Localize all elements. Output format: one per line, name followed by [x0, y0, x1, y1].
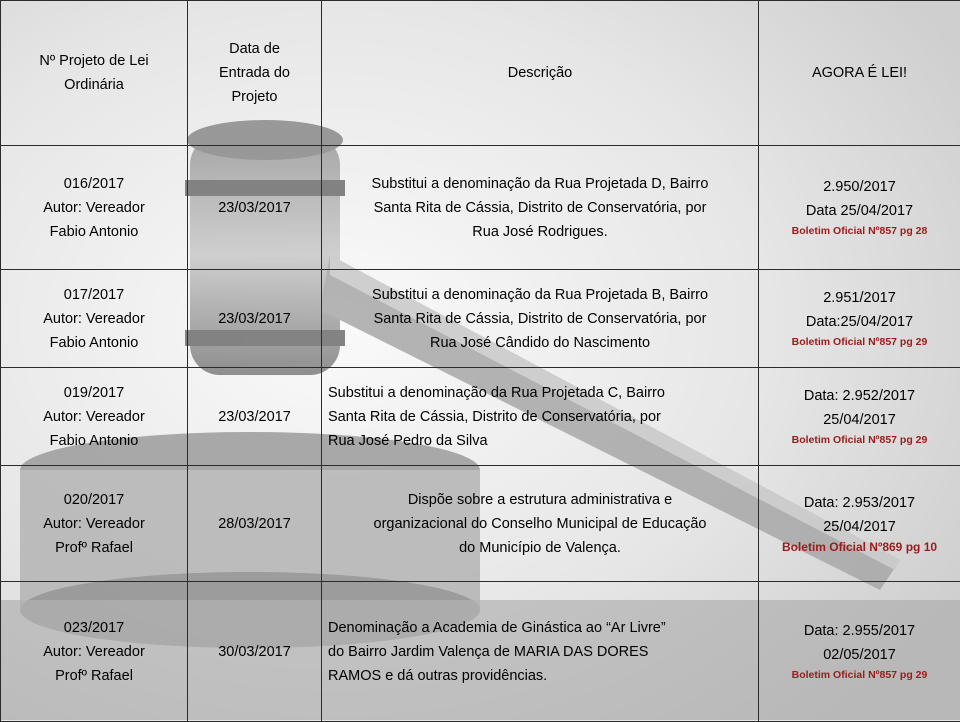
cell-lei: Data: 2.952/2017 25/04/2017 Boletim Oficial Nº857 pg 29	[759, 368, 960, 466]
boletim-link: Boletim Oficial Nº857 pg 29	[765, 667, 954, 684]
boletim-link: Boletim Oficial Nº857 pg 29	[765, 334, 954, 351]
cell-lei: 2.951/2017 Data:25/04/2017 Boletim Oficial Nº857 pg 29	[759, 270, 960, 368]
table-row	[1, 466, 960, 582]
cell-data: 23/03/2017	[188, 270, 322, 368]
boletim-link: Boletim Oficial Nº869 pg 10	[765, 539, 954, 556]
cell-descricao: Substitui a denominação da Rua Projetada D, Bairro Santa Rita de Cássia, Distrito de Conservatória, por Rua José Rodrigues.	[322, 146, 759, 270]
cell-projeto: 017/2017 Autor: Vereador Fabio Antonio	[1, 270, 188, 368]
table-header-row	[1, 1, 960, 146]
cell-descricao: Substitui a denominação da Rua Projetada C, Bairro Santa Rita de Cássia, Distrito de Conservatória, por Rua José Pedro da Silva	[322, 368, 759, 466]
cell-data: 28/03/2017	[188, 466, 322, 582]
cell-descricao: Substitui a denominação da Rua Projetada B, Bairro Santa Rita de Cássia, Distrito de Conservatória, por Rua José Cândido do Nascimento	[322, 270, 759, 368]
header-descricao: Descrição	[322, 1, 759, 146]
header-projeto: Nº Projeto de Lei Ordinária	[1, 1, 188, 146]
header-data-entrada: Data de Entrada do Projeto	[188, 1, 322, 146]
cell-lei: Data: 2.955/2017 02/05/2017 Boletim Oficial Nº857 pg 29	[759, 582, 960, 722]
cell-projeto: 016/2017 Autor: Vereador Fabio Antonio	[1, 146, 188, 270]
cell-data: 30/03/2017	[188, 582, 322, 722]
header-agora-lei: AGORA É LEI!	[759, 1, 960, 146]
table-row	[1, 270, 960, 368]
table-row	[1, 146, 960, 270]
cell-lei: 2.950/2017 Data 25/04/2017 Boletim Oficial Nº857 pg 28	[759, 146, 960, 270]
boletim-link: Boletim Oficial Nº857 pg 28	[765, 223, 954, 240]
cell-descricao: Dispõe sobre a estrutura administrativa e organizacional do Conselho Municipal de Educação do Município de Valença.	[322, 466, 759, 582]
table-row	[1, 368, 960, 466]
cell-data: 23/03/2017	[188, 368, 322, 466]
cell-descricao: Denominação a Academia de Ginástica ao “Ar Livre” do Bairro Jardim Valença de MARIA DAS DORES RAMOS e dá outras providências.	[322, 582, 759, 722]
cell-projeto: 023/2017 Autor: Vereador Profº Rafael	[1, 582, 188, 722]
cell-lei: Data: 2.953/2017 25/04/2017 Boletim Oficial Nº869 pg 10	[759, 466, 960, 582]
table-row	[1, 582, 960, 722]
cell-projeto: 019/2017 Autor: Vereador Fabio Antonio	[1, 368, 188, 466]
cell-projeto: 020/2017 Autor: Vereador Profº Rafael	[1, 466, 188, 582]
cell-data: 23/03/2017	[188, 146, 322, 270]
boletim-link: Boletim Oficial Nº857 pg 29	[765, 432, 954, 449]
